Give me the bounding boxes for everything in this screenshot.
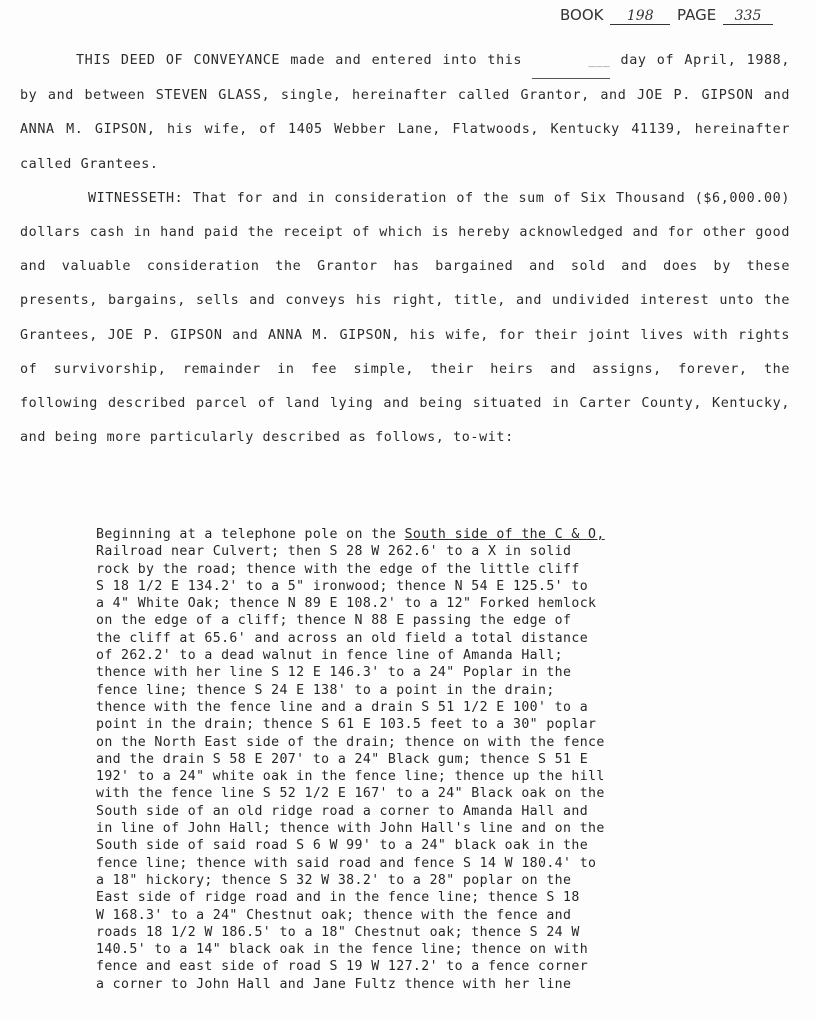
legal-line: fence and east side of road S 19 W 127.2' to a fence corner bbox=[96, 959, 589, 975]
legal-description bbox=[96, 526, 736, 993]
legal-line: East side of ridge road and in the fence line; thence S 18 bbox=[96, 890, 580, 906]
legal-line: South side of an old ridge road a corner to Amanda Hall and bbox=[96, 803, 589, 819]
legal-line: Railroad near Culvert; then S 28 W 262.6' to a X in solid bbox=[96, 544, 572, 560]
deed-paragraph-opening bbox=[20, 44, 790, 182]
opening-text-pre: THIS DEED OF CONVEYANCE made and entered into this bbox=[76, 53, 533, 68]
legal-line: the cliff at 65.6' and across an old field a total distance bbox=[96, 630, 589, 646]
legal-line: South side of said road S 6 W 99' to a 24" black oak in the bbox=[96, 838, 589, 854]
book-label: BOOK bbox=[560, 6, 604, 24]
legal-line: on the North East side of the drain; thence on with the fence bbox=[96, 734, 605, 750]
legal-line: S 18 1/2 E 134.2' to a 5" ironwood; thence N 54 E 125.5' to bbox=[96, 578, 589, 594]
legal-line: roads 18 1/2 W 186.5' to a 18" Chestnut oak; thence S 24 W bbox=[96, 924, 580, 940]
legal-line: 140.5' to a 14" black oak in the fence line; thence on with bbox=[96, 942, 589, 958]
legal-line: a 18" hickory; thence S 32 W 38.2' to a 28" poplar on the bbox=[96, 872, 572, 888]
page-label: PAGE bbox=[677, 6, 717, 24]
day-blank: ___ bbox=[532, 44, 610, 79]
legal-description-underlined-text: South side of the C & O, bbox=[404, 527, 605, 542]
legal-line: on the edge of a cliff; thence N 88 E passing the edge of bbox=[96, 613, 572, 629]
legal-line: W 168.3' to a 24" Chestnut oak; thence with the fence and bbox=[96, 907, 572, 923]
legal-line: a 4" White Oak; thence N 89 E 108.2' to a 12" Forked hemlock bbox=[96, 596, 597, 612]
legal-description-first-line-pre: Beginning at a telephone pole on the bbox=[96, 527, 405, 542]
legal-line: with the fence line S 52 1/2 E 167' to a 24" Black oak on the bbox=[96, 786, 605, 802]
book-number: 198 bbox=[610, 8, 670, 25]
legal-line: of 262.2' to a dead walnut in fence line of Amanda Hall; bbox=[96, 648, 564, 664]
book-page-header bbox=[560, 6, 775, 25]
page-number: 335 bbox=[723, 8, 773, 25]
legal-line: a corner to John Hall and Jane Fultz thence with her line bbox=[96, 976, 572, 992]
legal-line: and the drain S 58 E 207' to a 24" Black gum; thence S 51 E bbox=[96, 751, 589, 767]
legal-line: fence line; thence with said road and fence S 14 W 180.4' to bbox=[96, 855, 597, 871]
legal-line: thence with her line S 12 E 146.3' to a 24" Poplar in the bbox=[96, 665, 572, 681]
legal-line: point in the drain; thence S 61 E 103.5 feet to a 30" poplar bbox=[96, 717, 597, 733]
deed-paragraph-witnesseth: WITNESSETH: That for and in consideration of the sum of Six Thousand ($6,000.00) dollars cash in hand paid the receipt of which is hereby acknowledged and for other good and valuable consideration the Grantor has bargained and sold and does by these presents, bargains, sells and conveys his right, title, and undivided interest unto the Grantees, JOE P. GIPSON and ANNA M. GIPSON, his wife, for their joint lives with rights of survivorship, remainder in fee simple, their heirs and assigns, forever, the following described parcel of land lying and being situated in Carter County, Kentucky, and being more particularly described as follows, to-wit: bbox=[20, 190, 790, 446]
opening-text-post: day of April, 1988, by and between STEVEN GLASS, single, hereinafter called Grantor, and JOE P. GIPSON and ANNA M. GIPSON, his wife, of 1405 Webber Lane, Flatwoods, Kentucky 41139, hereinafter called Grantees. bbox=[20, 53, 790, 172]
legal-line: fence line; thence S 24 E 138' to a point in the drain; bbox=[96, 682, 555, 698]
legal-line: rock by the road; thence with the edge of the little cliff bbox=[96, 561, 580, 577]
legal-line: thence with the fence line and a drain S 51 1/2 E 100' to a bbox=[96, 699, 589, 715]
deed-body bbox=[20, 44, 790, 455]
legal-line: 192' to a 24" white oak in the fence line; thence up the hill bbox=[96, 769, 605, 785]
legal-line: in line of John Hall; thence with John Hall's line and on the bbox=[96, 821, 605, 837]
